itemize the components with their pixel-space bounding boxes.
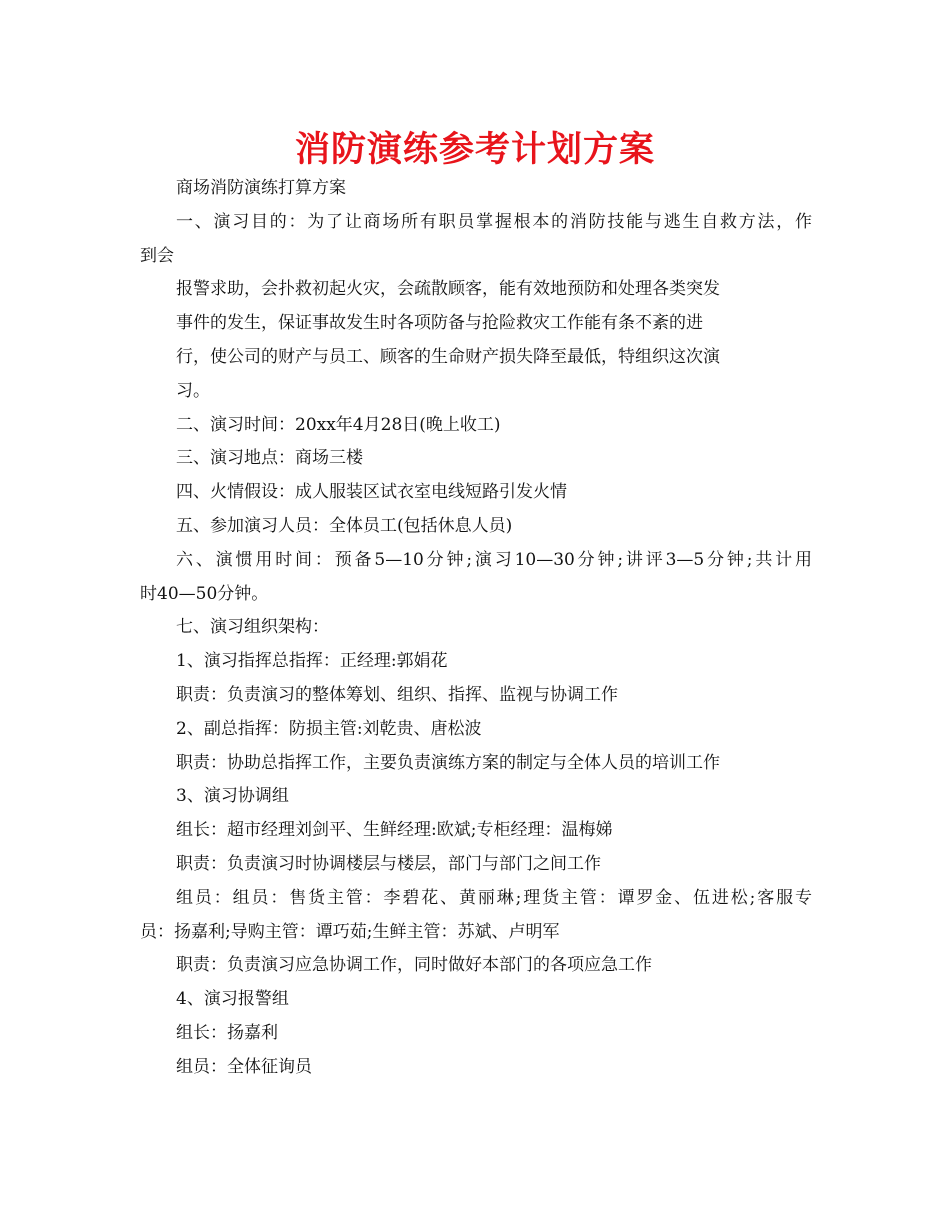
paragraph-line: 职责：负责演习的整体筹划、组织、指挥、监视与协调工作 bbox=[176, 684, 618, 705]
paragraph-line: 4、演习报警组 bbox=[176, 989, 289, 1010]
paragraph-line: 六、演惯用时间：预备5—10分钟;演习10—30分钟;讲评3—5分钟;共计用 bbox=[176, 549, 812, 570]
paragraph-line: 二、演习时间：20xx年4月28日(晚上收工) bbox=[176, 414, 501, 435]
paragraph-line: 职责：协助总指挥工作，主要负责演练方案的制定与全体人员的培训工作 bbox=[176, 752, 720, 773]
paragraph-line: 1、演习指挥总指挥：正经理:郭娟花 bbox=[176, 651, 448, 672]
paragraph-line: 商场消防演练打算方案 bbox=[176, 178, 346, 198]
paragraph-line: 组员：组员：售货主管：李碧花、黄丽琳;理货主管：谭罗金、伍进松;客服专 bbox=[176, 887, 812, 908]
paragraph-line: 四、火情假设：成人服装区试衣室电线短路引发火情 bbox=[176, 482, 567, 503]
paragraph-line: 一、演习目的：为了让商场所有职员掌握根本的消防技能与逃生自救方法，作 bbox=[176, 211, 812, 232]
paragraph-line: 到会 bbox=[140, 245, 174, 266]
document-body bbox=[140, 172, 812, 1085]
paragraph-line: 2、副总指挥：防损主管:刘乾贵、唐松波 bbox=[176, 718, 482, 739]
paragraph-line: 3、演习协调组 bbox=[176, 786, 289, 807]
paragraph-line: 员：扬嘉利;导购主管：谭巧茹;生鲜主管：苏斌、卢明军 bbox=[140, 921, 560, 942]
paragraph-line: 事件的发生，保证事故发生时各项防备与抢险救灾工作能有条不紊的进 bbox=[176, 313, 703, 334]
paragraph-line: 报警求助，会扑救初起火灾，会疏散顾客，能有效地预防和处理各类突发 bbox=[176, 279, 720, 300]
paragraph-line: 习。 bbox=[176, 380, 210, 401]
paragraph-line: 职责：负责演习应急协调工作，同时做好本部门的各项应急工作 bbox=[176, 955, 652, 976]
paragraph-line: 时40—50分钟。 bbox=[140, 583, 269, 604]
paragraph-line: 五、参加演习人员：全体员工(包括休息人员) bbox=[176, 515, 513, 536]
paragraph-line: 行，使公司的财产与员工、顾客的生命财产损失降至最低，特组织这次演 bbox=[176, 346, 720, 367]
paragraph-line: 七、演习组织架构： bbox=[176, 617, 329, 638]
paragraph-line: 三、演习地点：商场三楼 bbox=[176, 448, 363, 469]
paragraph-line: 组员：全体征询员 bbox=[176, 1056, 312, 1077]
paragraph-line: 组长：扬嘉利 bbox=[176, 1022, 278, 1043]
paragraph-line: 组长：超市经理刘剑平、生鲜经理:欧斌;专柜经理：温梅娣 bbox=[176, 820, 613, 841]
paragraph-line: 职责：负责演习时协调楼层与楼层，部门与部门之间工作 bbox=[176, 853, 601, 874]
document-title: 消防演练参考计划方案 bbox=[294, 130, 655, 170]
